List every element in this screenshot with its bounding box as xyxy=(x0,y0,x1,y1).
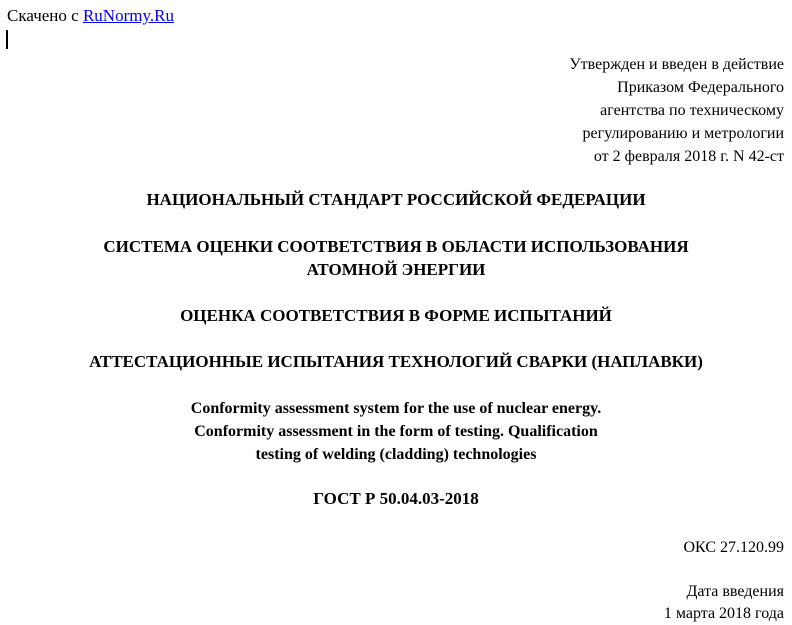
approval-line: Утвержден и введен в действие xyxy=(569,56,784,73)
form-heading xyxy=(0,304,792,327)
introduction-date-label: Дата введения xyxy=(686,583,784,600)
heading-line: АТТЕСТАЦИОННЫЕ ИСПЫТАНИЯ ТЕХНОЛОГИЙ СВАРКИ (НАПЛАВКИ) xyxy=(89,352,703,371)
system-heading xyxy=(0,235,792,281)
source-line xyxy=(7,6,174,26)
approval-block xyxy=(569,53,784,168)
english-title-line: Conformity assessment in the form of testing. Qualification xyxy=(194,423,598,440)
english-title-line: Conformity assessment system for the use of nuclear energy. xyxy=(190,400,602,417)
english-title-line: testing of welding (cladding) technologies xyxy=(255,446,537,463)
approval-line: от 2 февраля 2018 г. N 42-ст xyxy=(593,148,784,165)
approval-line: агентства по техническому xyxy=(600,102,784,119)
source-link[interactable]: RuNormy.Ru xyxy=(82,6,174,25)
gost-number xyxy=(0,487,792,510)
approval-line: Приказом Федерального xyxy=(617,79,784,96)
heading-line: ОЦЕНКА СООТВЕТСТВИЯ В ФОРМЕ ИСПЫТАНИЙ xyxy=(180,306,612,325)
heading-line: НАЦИОНАЛЬНЫЙ СТАНДАРТ РОССИЙСКОЙ ФЕДЕРАЦИИ xyxy=(146,190,646,209)
english-title xyxy=(0,397,792,466)
oks-code: ОКС 27.120.99 xyxy=(683,539,784,556)
text-cursor xyxy=(6,30,8,49)
tests-heading xyxy=(0,350,792,373)
source-prefix: Скачено с xyxy=(7,6,83,25)
national-standard-heading xyxy=(0,188,792,211)
heading-line: СИСТЕМА ОЦЕНКИ СООТВЕТСТВИЯ В ОБЛАСТИ ИСПОЛЬЗОВАНИЯ xyxy=(103,237,689,256)
approval-line: регулированию и метрологии xyxy=(582,125,784,142)
heading-line: АТОМНОЙ ЭНЕРГИИ xyxy=(306,260,486,279)
gost-number-text: ГОСТ Р 50.04.03-2018 xyxy=(313,489,479,508)
introduction-date-value: 1 марта 2018 года xyxy=(663,605,784,622)
introduction-date-block xyxy=(664,581,784,625)
